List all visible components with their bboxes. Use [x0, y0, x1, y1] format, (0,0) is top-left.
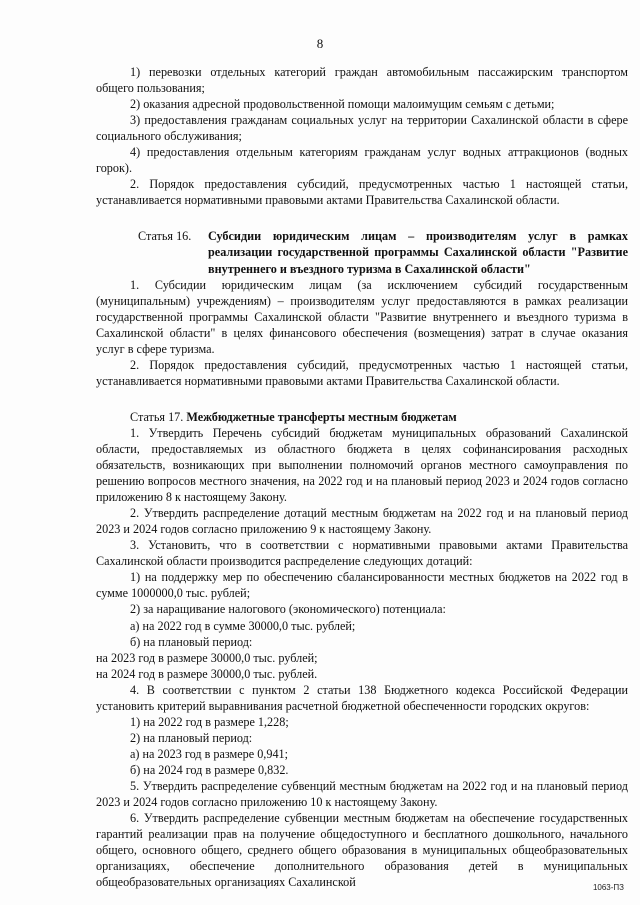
paragraph: 3) предоставления гражданам социальных услуг на территории Сахалинской области в сфере социального обслуживания;	[96, 113, 628, 144]
document-code: 1063-ПЗ	[592, 883, 624, 892]
paragraph: 6. Утвердить распределение субвенции местным бюджетам на обеспечение государственных гарантий реализации прав на получение общедоступного и бесплатного дошкольного, начального общего, основного общего, среднего общего образования в муниципальных общеобразовательных организациях, обеспечение дополнительного образования детей в муниципальных общеобразовательных организациях Сахалинской	[96, 811, 628, 890]
document-body	[96, 64, 628, 890]
paragraph: 2) за наращивание налогового (экономического) потенциала:	[130, 602, 446, 617]
paragraph: 2) оказания адресной продовольственной помощи малоимущим семьям с детьми;	[130, 97, 555, 112]
paragraph: 2. Порядок предоставления субсидий, предусмотренных частью 1 настоящей статьи, устанавливается нормативными правовыми актами Правительства Сахалинской области.	[96, 357, 628, 388]
paragraph: 5. Утвердить распределение субвенций местным бюджетам на 2022 год и на плановый период 2023 и 2024 годов согласно приложению 10 к настоящему Закону.	[96, 778, 628, 810]
paragraph: на 2024 год в размере 30000,0 тыс. рублей.	[96, 666, 318, 681]
article-title: Межбюджетные трансферты местным бюджетам	[186, 409, 457, 424]
paragraph: 3. Установить, что в соответствии с нормативными правовыми актами Правительства Сахалинской области производится распределение следующих дотаций:	[96, 538, 628, 569]
paragraph: 2. Порядок предоставления субсидий, предусмотренных частью 1 настоящей статьи, устанавливается нормативными правовыми актами Правительства Сахалинской области.	[96, 177, 628, 208]
paragraph: 2) на плановый период:	[130, 730, 253, 745]
article-label: Статья 16.	[138, 229, 192, 244]
article-heading	[96, 409, 628, 425]
paragraph: а) на 2022 год в сумме 30000,0 тыс. рублей;	[130, 618, 356, 633]
page-number: 8	[316, 36, 324, 51]
paragraph: б) на 2024 год в размере 0,832.	[130, 762, 289, 777]
paragraph: 4) предоставления отдельным категориям гражданам услуг водных аттракционов (водных горок).	[96, 145, 628, 176]
article-heading	[96, 228, 628, 276]
paragraph: а) на 2023 год в размере 0,941;	[130, 746, 289, 761]
paragraph: б) на плановый период:	[130, 634, 253, 649]
article-title: Субсидии юридическим лицам – производителям услуг в рамках реализации государственной программы Сахалинской области "Развитие внутреннего и въездного туризма в Сахалинской области"	[208, 229, 628, 276]
article-label: Статья 17.	[130, 409, 184, 424]
paragraph: 2. Утвердить распределение дотаций местным бюджетам на 2022 год и на плановый период 2023 и 2024 годов согласно приложению 9 к настоящему Закону.	[96, 506, 628, 537]
article-16	[96, 228, 628, 388]
paragraph: 4. В соответствии с пунктом 2 статьи 138 Бюджетного кодекса Российской Федерации установить критерий выравнивания расчетной бюджетной обеспеченности городских округов:	[96, 682, 628, 713]
article-17	[96, 409, 628, 890]
section-1	[96, 64, 628, 208]
paragraph: 1. Утвердить Перечень субсидий бюджетам муниципальных образований Сахалинской области, предоставляемых из областного бюджета в целях софинансирования расходных обязательств, возникающих при выполнении полномочий органов местного самоуправления по решению вопросов местного значения, на 2022 год и на плановый период 2023 и 2024 годов согласно приложению 8 к настоящему Закону.	[96, 425, 628, 505]
paragraph: 1) на 2022 год в размере 1,228;	[130, 714, 289, 729]
paragraph: 1) перевозки отдельных категорий граждан автомобильным пассажирским транспортом общего пользования;	[96, 65, 628, 96]
paragraph: на 2023 год в размере 30000,0 тыс. рублей;	[96, 650, 318, 665]
paragraph: 1) на поддержку мер по обеспечению сбалансированности местных бюджетов на 2022 год в сумме 1000000,0 тыс. рублей;	[96, 570, 628, 601]
paragraph: 1. Субсидии юридическим лицам (за исключением субсидий государственным (муниципальным) учреждениям) – производителям услуг предоставляются в рамках реализации государственной программы Сахалинской области "Развитие внутреннего и въездного туризма в Сахалинской области" в целях финансового обеспечения (возмещения) затрат в случае оказания услуг в сфере туризма.	[96, 277, 628, 356]
